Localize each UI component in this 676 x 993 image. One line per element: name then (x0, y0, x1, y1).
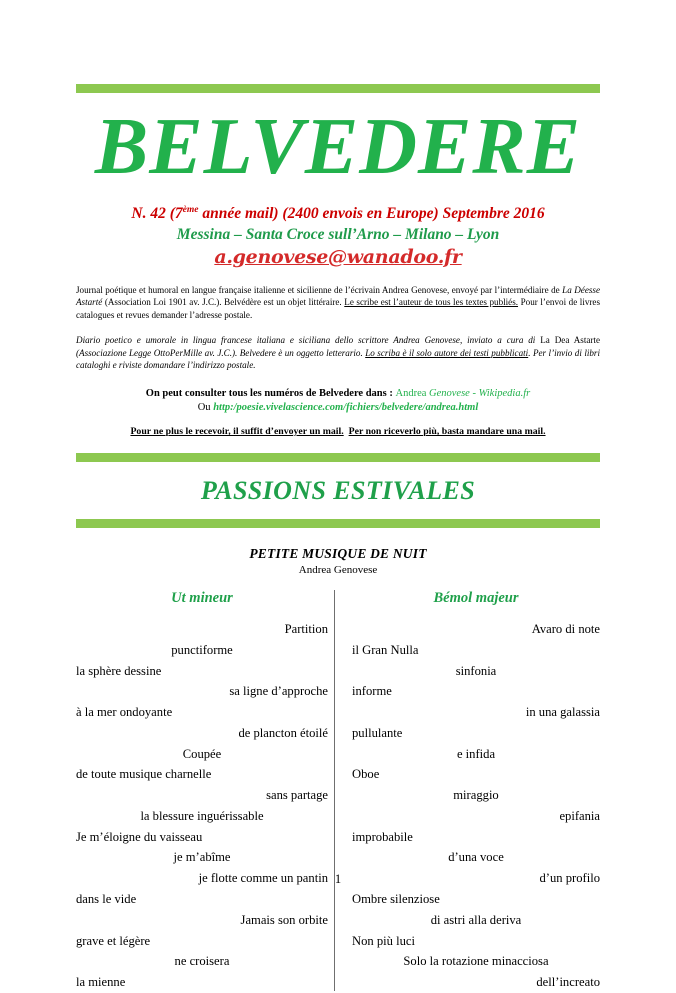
poem-line: in una galassia (525, 705, 600, 720)
poem-line: improbabile (352, 829, 413, 844)
page-number: 1 (334, 872, 342, 886)
desc-it-part2: (Associazione Legge OttoPerMille av. J.C.). Belvedere è un oggetto letterario. (76, 347, 366, 358)
poem-line: informe (352, 684, 392, 699)
desc-fr-publication-name: La Déesse Astarté (76, 284, 600, 308)
poem-column-left (76, 590, 338, 993)
poem-line: Ombre silenziose (352, 891, 440, 906)
poem-line: sa ligne d’approche (229, 684, 328, 699)
poem-line: Non più luci (352, 933, 415, 948)
poem-line: d’un profilo (539, 871, 600, 886)
archive-line (76, 388, 600, 399)
poem-lines-right (352, 619, 600, 993)
wikipedia-link-first-name[interactable]: Andrea (395, 388, 430, 400)
archive-url-line (76, 402, 600, 413)
desc-it-underlined-clause: Lo scriba è il solo autore dei testi pubblicati (365, 347, 529, 358)
links-block (76, 388, 600, 437)
desc-it-publication-name: La Dea Astarte (540, 335, 600, 346)
poem-lines-left (76, 619, 328, 993)
poem-line: sans partage (266, 788, 328, 803)
masthead-title: BELVEDERE (94, 103, 582, 191)
poem-line: ne croisera (174, 954, 230, 969)
poem-line: Jamais son orbite (240, 912, 328, 927)
poem-line: Coupée (182, 746, 222, 761)
unsubscribe-line (76, 426, 600, 437)
desc-it-part3: . Per l’invio di libri cataloghi e riviste domandare l’indirizzo postale. (76, 347, 600, 371)
poem-line: dell’increato (536, 975, 600, 990)
desc-fr-part2: (Association Loi 1901 av. J.C.). Belvédère est un objet littéraire. (102, 297, 345, 308)
poem-line: miraggio (453, 788, 499, 803)
desc-fr-part1: Journal poétique et humoral en langue française italienne et sicilienne de l’écrivain Andrea Genovese, envoyé par l’intermédiaire de (76, 284, 563, 295)
issue-suffix: année mail) (2400 envois en Europe) Septembre 2016 (198, 204, 545, 222)
poem-line: Avaro di note (531, 622, 600, 637)
poem-columns (76, 590, 600, 993)
column-divider (334, 590, 335, 991)
unsubscribe-french: Pour ne plus le recevoir, il suffit d’envoyer un mail. (130, 426, 344, 438)
archive-label: On peut consulter tous les numéros de Belvedere dans : (145, 388, 396, 400)
poem-line: de toute musique charnelle (76, 767, 212, 782)
poem-line: Oboe (352, 767, 380, 782)
description-italian (76, 334, 600, 372)
poem-line: de plancton étoilé (238, 725, 328, 740)
desc-fr-underlined-clause: Le scribe est l’auteur de tous les textes publiés. (344, 297, 519, 308)
poem-line: à la mer ondoyante (76, 705, 173, 720)
poem-line: e infida (456, 746, 496, 761)
column-heading-right: Bémol majeur (433, 590, 519, 607)
issue-ordinal-suffix: ème (182, 204, 199, 215)
poem-title: PETITE MUSIQUE DE NUIT (249, 546, 427, 562)
section-top-rule (76, 453, 600, 462)
poem-line: punctiforme (171, 642, 233, 657)
archive-url-link[interactable]: http:/poesie.vivelascience.com/fichiers/belvedere/andrea.html (213, 402, 479, 414)
unsubscribe-italian: Per non riceverlo più, basta mandare una mail. (348, 426, 546, 438)
section-title: PASSIONS ESTIVALES (200, 476, 476, 506)
poem-line: epifania (559, 808, 600, 823)
poem-line: la blessure inguérissable (140, 808, 264, 823)
poem-line: d’una voce (448, 850, 504, 865)
poem-line: je flotte comme un pantin (198, 871, 328, 886)
masthead-top-rule (76, 84, 600, 93)
desc-fr-part3: Pour l’envoi de livres catalogues et revues demander l’adresse postale. (76, 297, 600, 320)
poem-line: grave et légère (76, 933, 151, 948)
poem-line: je m’abîme (173, 850, 231, 865)
poem-line: pullulante (352, 725, 403, 740)
poem-line: il Gran Nulla (352, 642, 419, 657)
contact-email-link[interactable]: a.genovese@wanadoo.fr (214, 245, 462, 268)
poem-line: di astri alla deriva (430, 912, 522, 927)
email-line (76, 246, 600, 268)
issue-info-line (76, 205, 600, 223)
poem-line: Je m’éloigne du vaisseau (76, 829, 203, 844)
poem-author: Andrea Genovese (298, 564, 378, 577)
poem-line: la sphère dessine (76, 663, 162, 678)
poem-line: la mienne (76, 975, 126, 990)
column-heading-left: Ut mineur (171, 590, 233, 607)
issue-prefix: N. 42 (7 (131, 204, 183, 222)
wikipedia-link[interactable]: Genovese - Wikipedia.fr (429, 388, 531, 400)
or-label: Ou (197, 402, 214, 414)
cities-line: Messina – Santa Croce sull’Arno – Milano – Lyon (176, 225, 500, 243)
poem-line: Solo la rotazione minacciosa (403, 954, 549, 969)
poem-line: sinfonia (455, 663, 497, 678)
poem-line: Partition (284, 622, 328, 637)
poem-column-right (338, 590, 600, 993)
description-french (76, 284, 600, 322)
poem-line: dans le vide (76, 891, 137, 906)
section-bottom-rule (76, 519, 600, 528)
desc-it-part1: Diario poetico e umorale in lingua francese italiana e siciliana dello scrittore Andrea Genovese, inviato a cura di (76, 335, 541, 346)
